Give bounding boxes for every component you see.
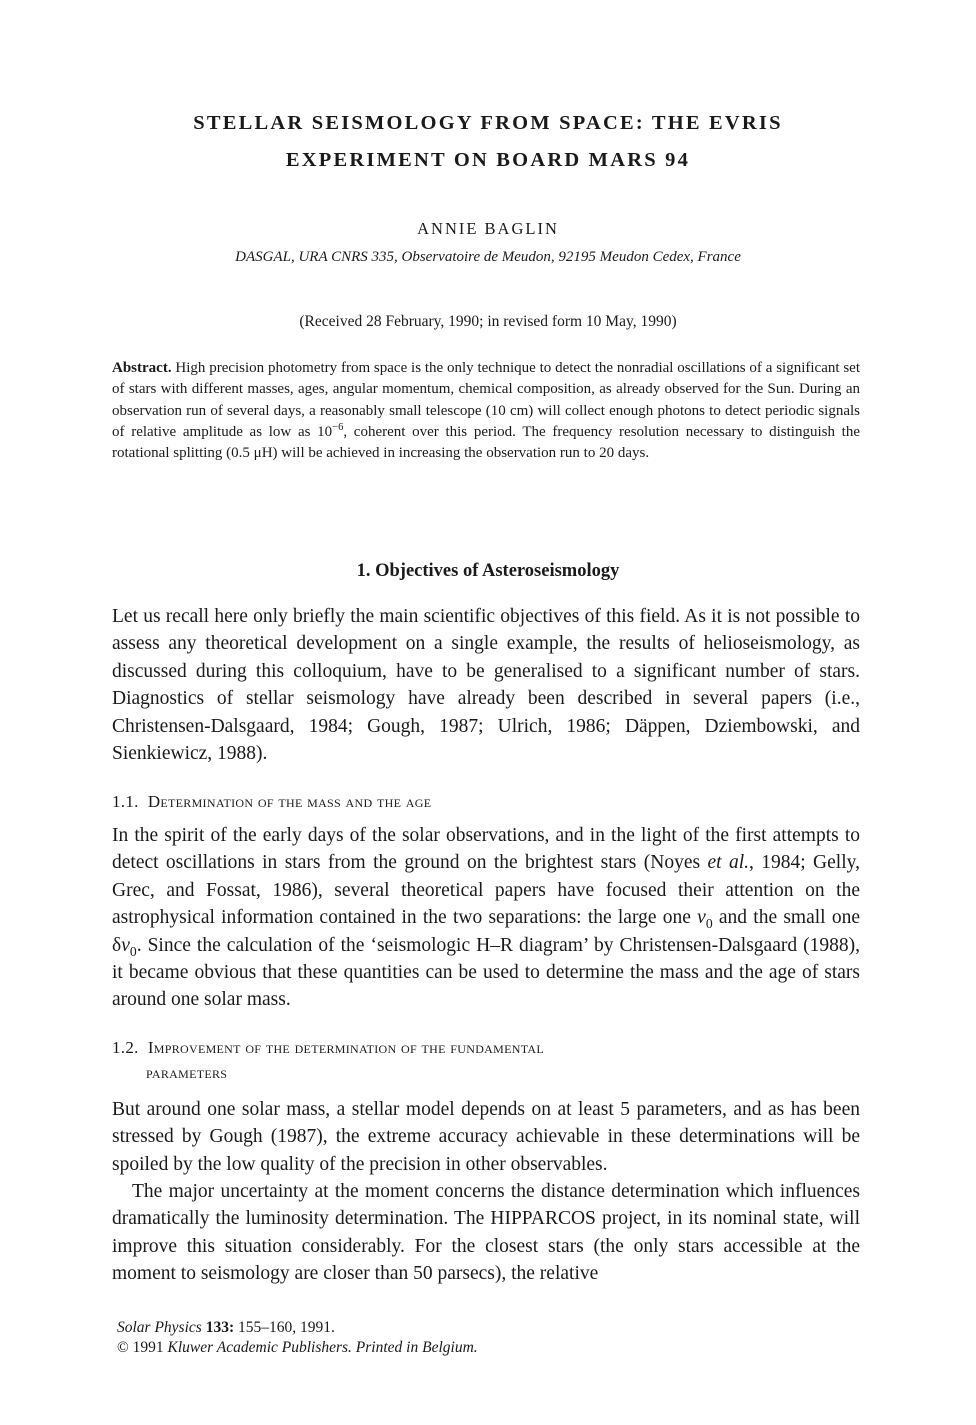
delta-nu-symbol: ν (121, 934, 130, 956)
sub11-etal: et al. (707, 852, 749, 874)
section-1-heading: 1. Objectives of Asteroseismology (356, 561, 620, 581)
footer-journal: Solar Physics (117, 1319, 202, 1336)
subsection-1-2-paragraph-1: But around one solar mass, a stellar model depends on at least 5 parameters, and as has been stressed by Gough (1987), the extreme accuracy achievable in these determinations will be spoiled by the low quality of the precision in other observables. (112, 1099, 860, 1175)
subsection-1-2-title-line-1: Improvement of the determination of the fundamental (147, 1038, 544, 1057)
subsection-1-1-title: Determination of the mass and the age (147, 792, 432, 811)
footer-pages: 155–160, 1991. (234, 1319, 335, 1336)
subsection-1-2-number: 1.2. (112, 1038, 139, 1057)
subsection-1-2-title-line-2: parameters (146, 1063, 228, 1082)
nu-symbol: ν (697, 907, 706, 929)
abstract-text-b: , coherent over this period. The frequency resolution necessary to distinguish the rotational splitting (0.5 μH) will be achieved in increasing the observation run to 20 days. (112, 423, 860, 462)
footer-copyright (117, 1338, 478, 1359)
title-line-1: STELLAR SEISMOLOGY FROM SPACE: THE EVRIS (193, 112, 783, 134)
nu-subscript: 0 (705, 916, 713, 932)
author: ANNIE BAGLIN (417, 219, 559, 238)
title-line-2: EXPERIMENT ON BOARD MARS 94 (285, 149, 691, 171)
abstract-label: Abstract. (112, 360, 172, 376)
delta-nu-subscript: 0 (129, 943, 137, 959)
subsection-1-2-paragraph-2: The major uncertainty at the moment concerns the distance determination which influences dramatically the luminosity determination. The HIPPARCOS project, in its nominal state, will improve this situation considerably. For the closest stars (the only stars accessible at the moment to seismology are closer than 50 parsecs), the relative (112, 1181, 860, 1285)
abstract-exponent: −6 (332, 421, 344, 433)
abstract (112, 358, 860, 464)
footer-citation (117, 1318, 335, 1339)
footer-volume: 133: (205, 1319, 235, 1336)
subsection-1-2-heading (112, 1035, 544, 1085)
subsection-1-1-paragraph (112, 822, 860, 1014)
sub11-text-b: , 1984; Gelly, Grec, and Fossat, 1986), several theoretical papers have focused their attention on the astrophysical information contained in the two separations: the large one (112, 852, 860, 929)
subsection-1-1-number: 1.1. (112, 792, 139, 811)
affiliation: DASGAL, URA CNRS 335, Observatoire de Meudon, 92195 Meudon Cedex, France (235, 249, 741, 265)
abstract-text-a: High precision photometry from space is the only technique to detect the nonradial oscillations of a significant set of stars with different masses, ages, angular momentum, chemical composition, as already observed for the Sun. During an observation run of several days, a reasonably small telescope (10 cm) will collect enough photons to detect periodic signals of relative amplitude as low as 10 (112, 360, 860, 440)
section-1-paragraph: Let us recall here only briefly the main scientific objectives of this field. As it is not possible to assess any theoretical development on a single example, the results of helioseismology, as discussed during this colloquium, have to be generalised to a significant number of stars. Diagnostics of stellar seismology have already been described in several papers (i.e., Christensen-Dalsgaard, 1984; Gough, 1987; Ulrich, 1986; Däppen, Dziembowski, and Sienkiewicz, 1988). (112, 606, 860, 765)
sub11-text-a: In the spirit of the early days of the solar observations, and in the light of the first attempts to detect oscillations in stars from the ground on the brightest stars (Noyes (112, 825, 860, 874)
footer-publisher: Kluwer Academic Publishers. Printed in Belgium. (167, 1339, 478, 1356)
sub11-text-c: and the small one δ (112, 907, 860, 956)
received-date: (Received 28 February, 1990; in revised form 10 May, 1990) (299, 313, 677, 330)
copyright-mark: © 1991 (117, 1339, 168, 1356)
subsection-1-1-heading (112, 789, 431, 814)
sub11-text-d: . Since the calculation of the ‘seismologic H–R diagram’ by Christensen-Dalsgaard (1988), it became obvious that these quantities can be used to determine the mass and the age of stars around one solar mass. (112, 934, 860, 1011)
